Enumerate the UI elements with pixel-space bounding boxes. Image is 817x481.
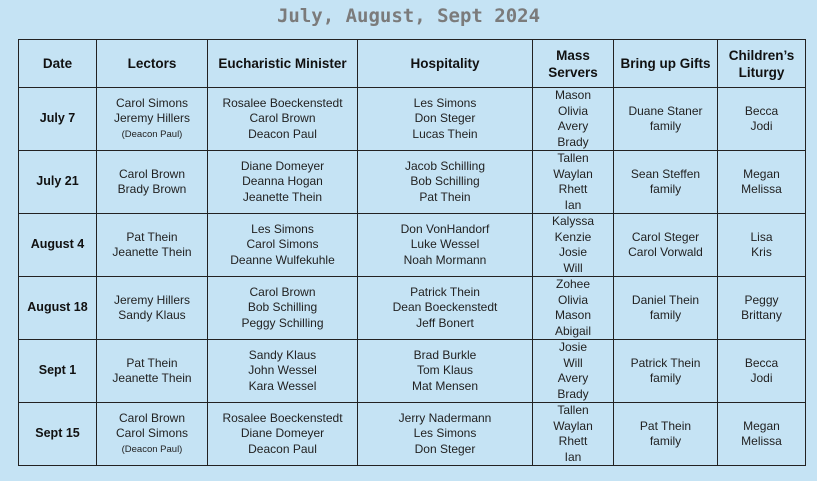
name-entry: Sean Steffen (630, 166, 701, 181)
name-entry: Brady (557, 386, 589, 401)
table-row (19, 277, 806, 340)
name-entry: Waylan (553, 166, 593, 181)
name-entry: Don Steger (414, 441, 476, 456)
name-entry: Bob Schilling (410, 174, 480, 189)
name-entry: Will (563, 355, 583, 370)
name-entry: Becca (744, 355, 779, 370)
name-entry: Avery (557, 119, 589, 133)
childrens-liturgy-cell (718, 214, 806, 277)
name-entry: Brady (557, 134, 589, 149)
name-entry: Les Simons (413, 426, 477, 441)
name-entry: Peggy (744, 292, 779, 307)
name-entry: Jeff Bonert (416, 315, 474, 330)
name-entry: Kris (751, 245, 772, 259)
eucharistic-minister-cell (208, 277, 358, 340)
eucharistic-minister-cell (208, 214, 358, 277)
name-entry: Becca (744, 103, 779, 118)
childrens-liturgy-cell (718, 277, 806, 340)
name-entry: Carol Simons (115, 95, 189, 110)
name-entry: Les Simons (413, 95, 477, 110)
table-row (19, 340, 806, 403)
name-entry: Zohee (555, 277, 591, 291)
header-childrens-liturgy-line2: Liturgy (738, 64, 785, 80)
ministry-schedule-table (18, 39, 806, 466)
eucharistic-minister-cell (208, 151, 358, 214)
childrens-liturgy-cell (718, 340, 806, 403)
name-entry: Dean Boeckenstedt (392, 300, 498, 315)
date-cell: August 18 (19, 277, 97, 340)
name-entry: Carol Simons (246, 237, 319, 252)
date-cell: Sept 15 (19, 403, 97, 466)
name-entry: Carol Brown (249, 111, 316, 126)
name-entry: Diane Domeyer (240, 158, 325, 173)
childrens-liturgy-cell (718, 403, 806, 466)
name-entry: Tallen (557, 403, 589, 417)
header-row (19, 40, 806, 88)
lectors-cell (97, 88, 208, 151)
header-mass-servers (533, 40, 614, 88)
name-entry: Tom Klaus (416, 363, 474, 378)
name-entry: family (649, 119, 682, 133)
name-entry: Olivia (557, 292, 588, 307)
name-entry: Avery (557, 371, 589, 385)
eucharistic-minister-cell (208, 340, 358, 403)
name-entry: Josie (558, 340, 587, 354)
name-entry: Jerry Nadermann (398, 410, 492, 425)
header-childrens-liturgy (718, 40, 806, 88)
name-entry: Noah Mormann (403, 252, 487, 267)
name-entry: Pat Thein (126, 355, 178, 370)
header-bring-up-gifts: Bring up Gifts (614, 40, 718, 88)
name-entry: Rhett (558, 182, 588, 196)
name-entry: Patrick Thein (630, 355, 701, 370)
mass-servers-cell (533, 88, 614, 151)
name-entry: Jeanette Thein (112, 245, 192, 259)
hospitality-cell (358, 340, 533, 403)
name-entry: family (649, 308, 682, 322)
name-entry: Duane Staner (628, 103, 703, 118)
lectors-cell (97, 277, 208, 340)
name-entry: Abigail (554, 323, 592, 338)
name-entry: family (649, 371, 682, 385)
name-entry: Olivia (557, 103, 588, 118)
name-entry: Lisa (750, 229, 773, 244)
name-entry: Deanne Wulfekuhle (230, 252, 335, 267)
name-entry: Carol Brown (118, 410, 186, 425)
lectors-cell (97, 340, 208, 403)
name-entry: Jodi (750, 371, 773, 385)
table-row (19, 88, 806, 151)
name-entry: Brady Brown (117, 182, 187, 196)
name-entry: Carol Vorwald (628, 245, 703, 259)
name-entry: Carol Simons (115, 426, 189, 441)
name-entry: Luke Wessel (410, 237, 480, 252)
date-cell: Sept 1 (19, 340, 97, 403)
name-entry: Rosalee Boeckenstedt (222, 95, 343, 110)
header-childrens-liturgy-line1: Children’s (728, 47, 795, 63)
name-entry: Carol Steger (631, 229, 700, 244)
childrens-liturgy-cell (718, 151, 806, 214)
name-entry: Bob Schilling (247, 300, 318, 315)
hospitality-cell (358, 214, 533, 277)
hospitality-cell (358, 151, 533, 214)
date-cell: August 4 (19, 214, 97, 277)
name-entry: Tallen (557, 151, 589, 165)
name-entry: Diane Domeyer (240, 426, 325, 441)
name-entry: Jeremy Hillers (113, 111, 190, 126)
bring-up-gifts-cell (614, 88, 718, 151)
name-entry: Carol Brown (118, 166, 186, 181)
name-entry: Patrick Thein (410, 284, 480, 299)
name-entry: family (649, 182, 682, 196)
hospitality-cell (358, 403, 533, 466)
name-entry: Don Steger (414, 111, 476, 126)
name-entry: Kenzie (554, 229, 592, 244)
name-entry: Lucas Thein (412, 126, 478, 141)
name-entry: Will (563, 260, 583, 275)
name-entry: Melissa (741, 182, 782, 196)
name-entry: Don VonHandorf (400, 221, 490, 236)
name-entry: Sandy Klaus (248, 347, 317, 362)
name-entry: Mason (554, 88, 592, 102)
table-row (19, 214, 806, 277)
name-entry: Jeanette Thein (112, 371, 192, 385)
header-hospitality: Hospitality (358, 40, 533, 88)
name-entry: Deacon Paul (248, 126, 317, 141)
header-mass-servers-line2: Servers (548, 64, 598, 80)
name-entry: family (649, 434, 682, 448)
name-entry: Carol Brown (249, 284, 316, 299)
name-entry: Peggy Schilling (241, 315, 324, 330)
lectors-cell (97, 403, 208, 466)
page-title: July, August, Sept 2024 (276, 5, 541, 27)
header-date: Date (19, 40, 97, 88)
hospitality-cell (358, 88, 533, 151)
header-mass-servers-line1: Mass (556, 47, 590, 63)
name-entry: Jodi (750, 119, 773, 133)
name-entry: Sandy Klaus (118, 308, 186, 322)
bring-up-gifts-cell (614, 403, 718, 466)
bring-up-gifts-cell (614, 340, 718, 403)
name-entry: John Wessel (248, 363, 317, 378)
hospitality-cell (358, 277, 533, 340)
mass-servers-cell (533, 151, 614, 214)
name-entry: Ian (564, 449, 582, 464)
bring-up-gifts-cell (614, 277, 718, 340)
name-entry: Pat Thein (419, 189, 471, 204)
lectors-cell (97, 151, 208, 214)
eucharistic-minister-cell (208, 88, 358, 151)
bring-up-gifts-cell (614, 151, 718, 214)
name-entry: Kalyssa (551, 214, 595, 228)
lectors-note: (Deacon Paul) (121, 128, 183, 140)
eucharistic-minister-cell (208, 403, 358, 466)
name-entry: Pat Thein (126, 229, 178, 244)
name-entry: Brad Burkle (413, 347, 477, 362)
name-entry: Deanna Hogan (242, 174, 323, 189)
mass-servers-cell (533, 277, 614, 340)
lectors-note: (Deacon Paul) (121, 443, 183, 455)
name-entry: Jacob Schilling (404, 158, 486, 173)
mass-servers-cell (533, 214, 614, 277)
header-eucharistic-minister: Eucharistic Minister (208, 40, 358, 88)
name-entry: Melissa (741, 434, 782, 448)
name-entry: Kara Wessel (248, 378, 317, 393)
name-entry: Mat Mensen (411, 378, 479, 393)
mass-servers-cell (533, 340, 614, 403)
name-entry: Deacon Paul (248, 441, 317, 456)
name-entry: Megan (743, 418, 780, 433)
lectors-cell (97, 214, 208, 277)
name-entry: Brittany (741, 308, 782, 322)
name-entry: Les Simons (251, 221, 314, 236)
name-entry: Jeanette Thein (242, 189, 323, 204)
name-entry: Jeremy Hillers (113, 292, 190, 307)
date-cell: July 21 (19, 151, 97, 214)
header-lectors: Lectors (97, 40, 208, 88)
name-entry: Mason (554, 308, 592, 322)
mass-servers-cell (533, 403, 614, 466)
name-entry: Rosalee Boeckenstedt (222, 410, 343, 425)
bring-up-gifts-cell (614, 214, 718, 277)
date-cell: July 7 (19, 88, 97, 151)
name-entry: Ian (564, 197, 582, 212)
name-entry: Daniel Thein (631, 292, 700, 307)
name-entry: Pat Thein (639, 418, 692, 433)
table-row (19, 151, 806, 214)
name-entry: Rhett (558, 434, 588, 448)
schedule-body (19, 88, 806, 466)
name-entry: Josie (558, 245, 587, 259)
name-entry: Megan (743, 166, 780, 181)
childrens-liturgy-cell (718, 88, 806, 151)
name-entry: Waylan (553, 418, 593, 433)
table-row (19, 403, 806, 466)
